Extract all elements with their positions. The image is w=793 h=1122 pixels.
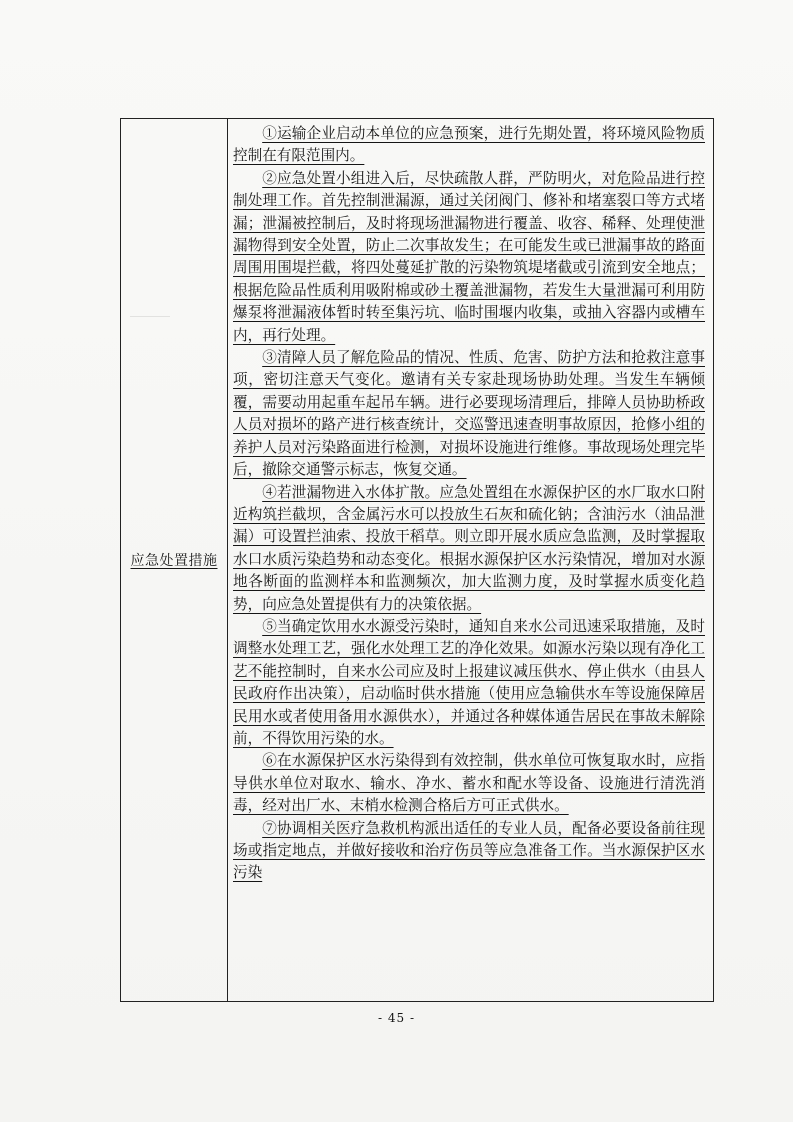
page-number: - 45 - <box>377 1011 415 1025</box>
measure-paragraph: ②应急处置小组进入后，尽快疏散人群，严防明火，对危险品进行控制处理工作。首先控制泄漏源，通过关闭阀门、修补和堵塞裂口等方式堵漏；泄漏被控制后，及时将现场泄漏物进行覆盖、收容、稀释、处理使泄漏物得到安全处置，防止二次事故发生；在可能发生或已泄漏事故的路面周围用围堤拦截，将四处蔓延扩散的污染物筑堤堵截或引流到安全地点；根据危险品性质利用吸附棉或砂土覆盖泄漏物，若发生大量泄漏可利用防爆泵将泄漏液体暂时转至集污坑、临时围堰内收集，或抽入容器内或槽车内，再行处理。 <box>233 169 705 344</box>
measure-paragraph: ⑦协调相关医疗急救机构派出适任的专业人员，配备必要设备前往现场或指定地点，并做好接收和治疗伤员等应急准备工作。当水源保护区水污染 <box>233 819 705 882</box>
measure-paragraph: ⑤当确定饮用水水源受污染时，通知自来水公司迅速采取措施，及时调整水处理工艺，强化水处理工艺的净化效果。如源水污染以现有净化工艺不能控制时，自来水公司应及时上报建议减压供水、停止供水（由县人民政府作出决策），启动临时供水措施（使用应急输供水车等设施保障居民用水或者使用备用水源供水），并通过各种媒体通告居民在事故未解除前，不得饮用污染的水。 <box>233 617 705 747</box>
row-label-cell <box>121 119 227 1001</box>
measure-paragraph: ④若泄漏物进入水体扩散。应急处置组在水源保护区的水厂取水口附近构筑拦截坝，含金属污水可以投放生石灰和硫化钠；含油污水（油品泄漏）可设置拦油索、投放干稻草。则立即开展水质应急监测，及时掌握取水口水质污染趋势和动态变化。根据水源保护区水污染情况，增加对水源地各断面的监测样本和监测频次，加大监测力度，及时掌握水质变化趋势，向应急处置提供有力的决策依据。 <box>233 483 705 613</box>
row-label: 应急处置措施 <box>130 553 218 569</box>
measure-paragraph: ⑥在水源保护区水污染得到有效控制，供水单位可恢复取水时，应指导供水单位对取水、输水、净水、蓄水和配水等设备、设施进行清洗消毒，经对出厂水、末梢水检测合格后方可正式供水。 <box>233 752 705 815</box>
measure-paragraph: ①运输企业启动本单位的应急预案，进行先期处置，将环境风险物质控制在有限范围内。 <box>233 125 705 165</box>
measures-content <box>233 123 705 885</box>
column-divider <box>227 119 228 1001</box>
measure-paragraph: ③清障人员了解危险品的情况、性质、危害、防护方法和抢救注意事项，密切注意天气变化。邀请有关专家赴现场协助处理。当发生车辆倾覆，需要动用起重车起吊车辆。进行必要现场清理后，排障人员协助桥政人员对损坏的路产进行核查统计，交巡警迅速查明事故原因，抢修小组的养护人员对污染路面进行检测，对损坏设施进行维修。事故现场处理完毕后，撤除交通警示标志，恢复交通。 <box>233 349 705 479</box>
measures-table <box>120 118 714 1002</box>
